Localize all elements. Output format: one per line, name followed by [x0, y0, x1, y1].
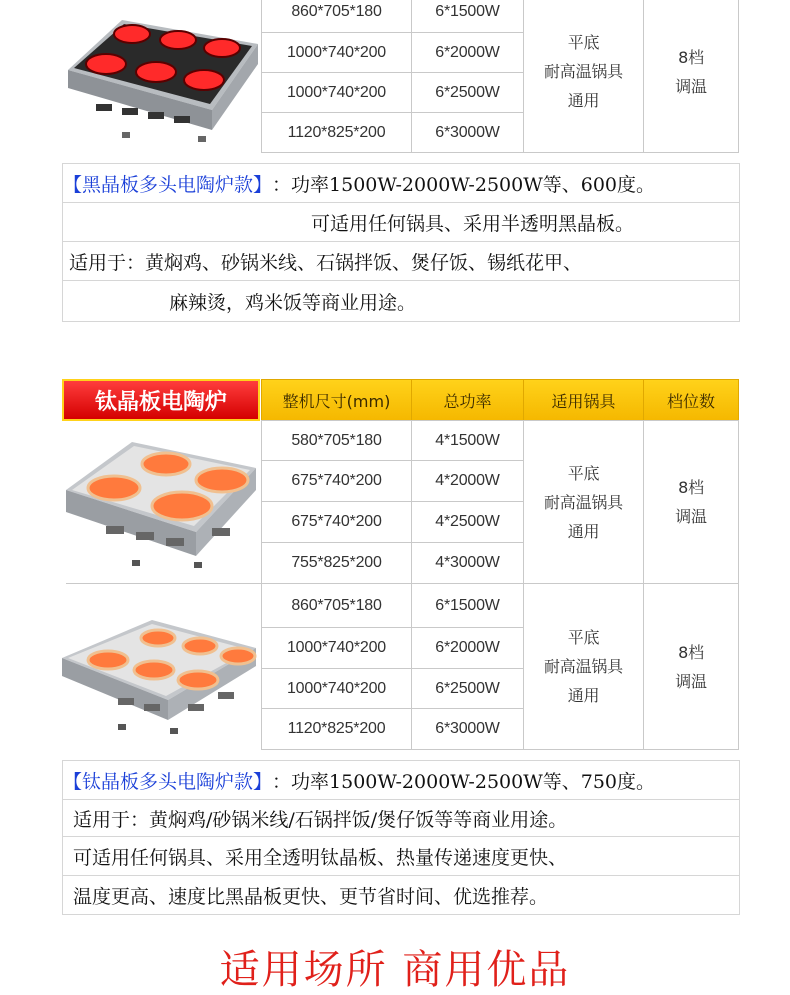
table-cell-cookware	[523, 583, 644, 750]
table-cell-power: 6*1500W	[411, 0, 524, 33]
desc-line: 适用于：黄焖鸡/砂锅米线/石锅拌饭/煲仔饭等等商业用途。	[62, 799, 740, 837]
footer-title: 适用场所 商用优品	[219, 947, 571, 993]
desc-line: 可适用任何锅具、采用全透明钛晶板、热量传递速度更快、	[62, 836, 740, 876]
black-crystal-six-burner-stove-image	[62, 0, 262, 150]
desc-line: 适用于：黄焖鸡、砂锅米线、石锅拌饭、煲仔饭、锡纸花甲、	[62, 241, 740, 281]
product-spec: ：功率1500W-2000W-2500W等、600度。	[272, 173, 656, 196]
table-cell-power: 6*3000W	[411, 112, 524, 153]
desc-line	[62, 760, 740, 800]
titanium-four-burner-stove-image	[62, 428, 260, 578]
table-cell-size: 1000*740*200	[261, 668, 412, 709]
titanium-six-burner-stove-image	[58, 612, 260, 744]
table-cell-cookware	[523, 0, 644, 153]
cookware-line: 平底	[567, 463, 600, 483]
table-cell-power: 4*3000W	[411, 542, 524, 584]
cookware-line: 耐高温锅具	[543, 657, 623, 676]
levels-line: 8档	[678, 478, 704, 497]
table-cell-size: 1000*740*200	[261, 627, 412, 669]
cookware-line: 平底	[567, 628, 600, 647]
group-divider	[66, 583, 262, 584]
table-cell-cookware	[523, 420, 644, 584]
table-cell-size: 1000*740*200	[261, 32, 412, 73]
header-power: 总功率	[411, 379, 524, 421]
cookware-line: 耐高温锅具	[543, 62, 623, 81]
levels-line: 8档	[678, 47, 704, 67]
desc-line: 麻辣烫，鸡米饭等商业用途。	[62, 280, 740, 322]
product-name: 【钛晶板多头电陶炉款】	[63, 770, 273, 793]
cookware-line: 通用	[567, 686, 600, 705]
table-cell-power: 6*2500W	[411, 72, 524, 113]
header-size: 整机尺寸(mm)	[261, 379, 412, 421]
cookware-line: 平底	[567, 33, 600, 52]
table-cell-power: 6*2000W	[411, 32, 524, 73]
cookware-line: 耐高温锅具	[543, 492, 623, 512]
cookware-line: 通用	[567, 521, 600, 541]
levels-line: 调温	[675, 507, 707, 526]
table-cell-size: 675*740*200	[261, 501, 412, 543]
table-cell-levels	[643, 0, 739, 153]
table-cell-size: 675*740*200	[261, 460, 412, 502]
table-title: 钛晶板电陶炉	[62, 379, 260, 421]
product-spec: ：功率1500W-2000W-2500W等、750度。	[272, 770, 656, 793]
table-cell-size: 580*705*180	[261, 420, 412, 461]
levels-line: 调温	[675, 76, 707, 96]
cookware-line: 通用	[567, 91, 600, 110]
table-cell-size: 1000*740*200	[261, 72, 412, 113]
table-cell-power: 6*2000W	[411, 627, 524, 669]
desc-line: 可适用任何锅具、采用半透明黑晶板。	[62, 202, 740, 242]
table-cell-power: 6*3000W	[411, 708, 524, 750]
table-cell-power: 6*1500W	[411, 583, 524, 628]
product-name: 【黑晶板多头电陶炉款】	[63, 173, 273, 196]
table-cell-size: 755*825*200	[261, 542, 412, 584]
table-cell-size: 1120*825*200	[261, 112, 412, 153]
levels-line: 8档	[678, 642, 704, 662]
header-levels: 档位数	[643, 379, 739, 421]
table-cell-power: 4*1500W	[411, 420, 524, 461]
desc-line	[62, 163, 740, 203]
table-cell-levels	[643, 420, 739, 584]
table-cell-power: 4*2000W	[411, 460, 524, 502]
table-cell-power: 4*2500W	[411, 501, 524, 543]
table-cell-size: 860*705*180	[261, 583, 412, 628]
header-cookware: 适用锅具	[523, 379, 644, 421]
table-cell-power: 6*2500W	[411, 668, 524, 709]
desc-line: 温度更高、速度比黑晶板更快、更节省时间、优选推荐。	[62, 875, 740, 915]
table-cell-size: 1120*825*200	[261, 708, 412, 750]
levels-line: 调温	[675, 671, 707, 691]
table-cell-size: 860*705*180	[261, 0, 412, 33]
table-cell-levels	[643, 583, 739, 750]
